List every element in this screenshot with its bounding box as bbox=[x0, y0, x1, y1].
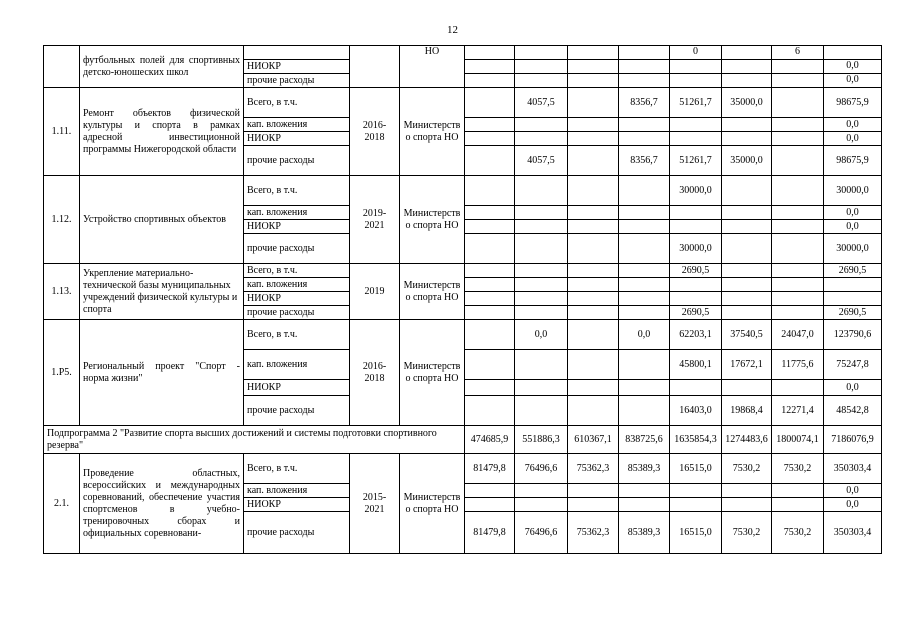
value-cell bbox=[619, 306, 670, 320]
responsible-org: НО bbox=[400, 46, 465, 88]
value-cell bbox=[619, 396, 670, 426]
value-cell: 37540,5 bbox=[722, 320, 772, 350]
expense-type-label: прочие расходы bbox=[244, 396, 350, 426]
value-cell bbox=[772, 88, 824, 118]
value-cell bbox=[670, 380, 722, 396]
value-cell bbox=[465, 320, 515, 350]
value-cell: 2690,5 bbox=[824, 264, 882, 278]
value-cell bbox=[568, 234, 619, 264]
value-cell bbox=[465, 132, 515, 146]
value-cell: 2690,5 bbox=[824, 306, 882, 320]
value-cell: 35000,0 bbox=[722, 146, 772, 176]
value-cell: 76496,6 bbox=[515, 454, 568, 484]
value-cell bbox=[465, 234, 515, 264]
value-cell bbox=[772, 220, 824, 234]
value-cell: 45800,1 bbox=[670, 350, 722, 380]
value-cell bbox=[619, 380, 670, 396]
value-cell bbox=[670, 498, 722, 512]
value-cell: 2690,5 bbox=[670, 306, 722, 320]
value-cell: 30000,0 bbox=[824, 234, 882, 264]
value-cell: 11775,6 bbox=[772, 350, 824, 380]
table-row bbox=[44, 264, 882, 278]
value-cell bbox=[722, 234, 772, 264]
value-cell bbox=[568, 146, 619, 176]
budget-table bbox=[43, 45, 882, 554]
value-cell bbox=[772, 264, 824, 278]
expense-type-label: кап. вложения bbox=[244, 206, 350, 220]
value-cell bbox=[722, 206, 772, 220]
value-cell bbox=[515, 306, 568, 320]
expense-type-label: Всего, в т.ч. bbox=[244, 320, 350, 350]
value-cell: 0,0 bbox=[515, 320, 568, 350]
value-cell bbox=[515, 176, 568, 206]
value-cell bbox=[772, 60, 824, 74]
value-cell bbox=[722, 46, 772, 60]
expense-type-label: НИОКР bbox=[244, 292, 350, 306]
value-cell bbox=[772, 234, 824, 264]
value-cell bbox=[772, 498, 824, 512]
item-number: 1.13. bbox=[44, 264, 80, 320]
item-name: Проведение областных, всероссийских и международных соревнований, обеспечение участия спортсменов в учебно-тренировочных сборах и официальных соревновани- bbox=[80, 454, 244, 554]
value-cell: 0,0 bbox=[824, 60, 882, 74]
value-cell bbox=[515, 498, 568, 512]
value-cell bbox=[772, 306, 824, 320]
value-cell bbox=[465, 264, 515, 278]
expense-type-label: прочие расходы bbox=[244, 146, 350, 176]
value-cell bbox=[568, 292, 619, 306]
value-cell bbox=[568, 88, 619, 118]
value-cell bbox=[515, 396, 568, 426]
value-cell bbox=[515, 220, 568, 234]
expense-type-label: прочие расходы bbox=[244, 74, 350, 88]
value-cell: 350303,4 bbox=[824, 512, 882, 554]
value-cell bbox=[772, 484, 824, 498]
value-cell bbox=[670, 74, 722, 88]
value-cell bbox=[568, 60, 619, 74]
value-cell bbox=[619, 498, 670, 512]
years-period: 2016-2018 bbox=[350, 320, 400, 426]
value-cell: 75362,3 bbox=[568, 454, 619, 484]
value-cell: 6 bbox=[772, 46, 824, 60]
subprogram-value: 1274483,6 bbox=[722, 426, 772, 454]
value-cell bbox=[568, 176, 619, 206]
value-cell bbox=[515, 132, 568, 146]
value-cell: 81479,8 bbox=[465, 454, 515, 484]
value-cell bbox=[568, 74, 619, 88]
expense-type-label: кап. вложения bbox=[244, 118, 350, 132]
value-cell bbox=[670, 118, 722, 132]
item-number bbox=[44, 46, 80, 88]
table-row bbox=[44, 320, 882, 350]
value-cell bbox=[619, 46, 670, 60]
value-cell bbox=[619, 350, 670, 380]
expense-type-label: НИОКР bbox=[244, 498, 350, 512]
value-cell bbox=[465, 484, 515, 498]
value-cell: 16515,0 bbox=[670, 512, 722, 554]
responsible-org: Министерство спорта НО bbox=[400, 88, 465, 176]
value-cell: 12271,4 bbox=[772, 396, 824, 426]
value-cell: 81479,8 bbox=[465, 512, 515, 554]
item-name: Устройство спортивных объектов bbox=[80, 176, 244, 264]
value-cell bbox=[824, 292, 882, 306]
table-row bbox=[44, 454, 882, 484]
value-cell bbox=[772, 132, 824, 146]
value-cell bbox=[772, 146, 824, 176]
value-cell bbox=[515, 206, 568, 220]
value-cell bbox=[772, 118, 824, 132]
item-number: 1.12. bbox=[44, 176, 80, 264]
value-cell: 0,0 bbox=[824, 484, 882, 498]
value-cell bbox=[568, 306, 619, 320]
subprogram-title: Подпрограмма 2 "Развитие спорта высших достижений и системы подготовки спортивного резерва" bbox=[44, 426, 465, 454]
value-cell: 8356,7 bbox=[619, 88, 670, 118]
value-cell: 75247,8 bbox=[824, 350, 882, 380]
item-number: 1.Р5. bbox=[44, 320, 80, 426]
value-cell bbox=[722, 498, 772, 512]
years-period: 2015-2021 bbox=[350, 454, 400, 554]
value-cell bbox=[465, 206, 515, 220]
value-cell bbox=[670, 60, 722, 74]
value-cell bbox=[568, 206, 619, 220]
expense-type-label: НИОКР bbox=[244, 380, 350, 396]
value-cell: 350303,4 bbox=[824, 454, 882, 484]
value-cell bbox=[722, 380, 772, 396]
value-cell: 62203,1 bbox=[670, 320, 722, 350]
value-cell bbox=[619, 264, 670, 278]
value-cell bbox=[568, 350, 619, 380]
value-cell bbox=[568, 320, 619, 350]
value-cell bbox=[568, 380, 619, 396]
value-cell: 0,0 bbox=[824, 118, 882, 132]
value-cell bbox=[568, 278, 619, 292]
value-cell bbox=[670, 220, 722, 234]
expense-type-label: прочие расходы bbox=[244, 512, 350, 554]
budget-table-container bbox=[43, 45, 881, 554]
value-cell bbox=[619, 206, 670, 220]
value-cell bbox=[568, 396, 619, 426]
expense-type-label: Всего, в т.ч. bbox=[244, 176, 350, 206]
value-cell: 2690,5 bbox=[670, 264, 722, 278]
value-cell: 123790,6 bbox=[824, 320, 882, 350]
value-cell bbox=[619, 74, 670, 88]
value-cell bbox=[568, 484, 619, 498]
value-cell bbox=[772, 74, 824, 88]
value-cell: 98675,9 bbox=[824, 146, 882, 176]
value-cell bbox=[568, 498, 619, 512]
table-row bbox=[44, 46, 882, 60]
value-cell bbox=[722, 220, 772, 234]
expense-type-label: кап. вложения bbox=[244, 484, 350, 498]
item-name: Региональный проект "Спорт - норма жизни" bbox=[80, 320, 244, 426]
expense-type-label: прочие расходы bbox=[244, 306, 350, 320]
table-body bbox=[44, 46, 882, 554]
responsible-org: Министерство спорта НО bbox=[400, 176, 465, 264]
subprogram-value: 551886,3 bbox=[515, 426, 568, 454]
item-name: Укрепление материально-технической базы муниципальных учреждений физической культуры и спорта bbox=[80, 264, 244, 320]
value-cell: 0,0 bbox=[824, 132, 882, 146]
years-period: 2016-2018 bbox=[350, 88, 400, 176]
subprogram-value: 610367,1 bbox=[568, 426, 619, 454]
value-cell bbox=[670, 206, 722, 220]
responsible-org: Министерство спорта НО bbox=[400, 264, 465, 320]
subprogram-value: 7186076,9 bbox=[824, 426, 882, 454]
value-cell bbox=[772, 380, 824, 396]
years-period: 2019-2021 bbox=[350, 176, 400, 264]
value-cell bbox=[619, 484, 670, 498]
expense-type-label: кап. вложения bbox=[244, 350, 350, 380]
value-cell: 0 bbox=[670, 46, 722, 60]
value-cell bbox=[722, 132, 772, 146]
subprogram-value: 1800074,1 bbox=[772, 426, 824, 454]
value-cell bbox=[619, 60, 670, 74]
value-cell bbox=[515, 380, 568, 396]
value-cell: 16515,0 bbox=[670, 454, 722, 484]
expense-type-label: НИОКР bbox=[244, 132, 350, 146]
value-cell bbox=[515, 264, 568, 278]
value-cell bbox=[824, 46, 882, 60]
value-cell bbox=[722, 60, 772, 74]
value-cell bbox=[515, 118, 568, 132]
value-cell bbox=[465, 146, 515, 176]
value-cell bbox=[465, 220, 515, 234]
value-cell: 51261,7 bbox=[670, 88, 722, 118]
value-cell: 30000,0 bbox=[670, 234, 722, 264]
value-cell bbox=[568, 46, 619, 60]
subprogram-row bbox=[44, 426, 882, 454]
value-cell bbox=[772, 278, 824, 292]
value-cell bbox=[568, 220, 619, 234]
page-number: 12 bbox=[447, 24, 458, 36]
value-cell bbox=[465, 118, 515, 132]
value-cell: 8356,7 bbox=[619, 146, 670, 176]
value-cell: 0,0 bbox=[824, 380, 882, 396]
value-cell: 51261,7 bbox=[670, 146, 722, 176]
value-cell: 0,0 bbox=[824, 74, 882, 88]
value-cell bbox=[465, 350, 515, 380]
responsible-org: Министерство спорта НО bbox=[400, 454, 465, 554]
value-cell bbox=[670, 292, 722, 306]
value-cell bbox=[465, 60, 515, 74]
value-cell bbox=[670, 484, 722, 498]
value-cell: 4057,5 bbox=[515, 146, 568, 176]
value-cell: 7530,2 bbox=[722, 454, 772, 484]
value-cell bbox=[772, 206, 824, 220]
value-cell bbox=[515, 74, 568, 88]
value-cell bbox=[772, 292, 824, 306]
item-name: футбольных полей для спортивных детско-юношеских школ bbox=[80, 46, 244, 88]
value-cell: 30000,0 bbox=[670, 176, 722, 206]
value-cell bbox=[619, 176, 670, 206]
value-cell bbox=[515, 60, 568, 74]
value-cell bbox=[568, 264, 619, 278]
value-cell: 24047,0 bbox=[772, 320, 824, 350]
value-cell bbox=[722, 484, 772, 498]
value-cell: 7530,2 bbox=[772, 512, 824, 554]
value-cell bbox=[465, 88, 515, 118]
subprogram-value: 838725,6 bbox=[619, 426, 670, 454]
value-cell bbox=[465, 380, 515, 396]
value-cell: 0,0 bbox=[824, 498, 882, 512]
value-cell: 0,0 bbox=[824, 206, 882, 220]
table-row bbox=[44, 88, 882, 118]
value-cell bbox=[619, 278, 670, 292]
value-cell bbox=[619, 132, 670, 146]
item-number: 1.11. bbox=[44, 88, 80, 176]
value-cell bbox=[722, 278, 772, 292]
expense-type-label: НИОКР bbox=[244, 220, 350, 234]
value-cell bbox=[465, 292, 515, 306]
value-cell: 17672,1 bbox=[722, 350, 772, 380]
expense-type-label: Всего, в т.ч. bbox=[244, 264, 350, 278]
value-cell: 16403,0 bbox=[670, 396, 722, 426]
value-cell bbox=[465, 498, 515, 512]
value-cell bbox=[568, 118, 619, 132]
value-cell: 75362,3 bbox=[568, 512, 619, 554]
value-cell: 30000,0 bbox=[824, 176, 882, 206]
value-cell bbox=[722, 74, 772, 88]
value-cell: 35000,0 bbox=[722, 88, 772, 118]
item-number: 2.1. bbox=[44, 454, 80, 554]
value-cell bbox=[619, 292, 670, 306]
expense-type-label bbox=[244, 46, 350, 60]
value-cell bbox=[722, 176, 772, 206]
subprogram-value: 474685,9 bbox=[465, 426, 515, 454]
value-cell bbox=[465, 46, 515, 60]
value-cell: 48542,8 bbox=[824, 396, 882, 426]
value-cell bbox=[465, 176, 515, 206]
expense-type-label: прочие расходы bbox=[244, 234, 350, 264]
value-cell bbox=[515, 350, 568, 380]
value-cell bbox=[465, 396, 515, 426]
value-cell: 98675,9 bbox=[824, 88, 882, 118]
years-period bbox=[350, 46, 400, 88]
expense-type-label: Всего, в т.ч. bbox=[244, 454, 350, 484]
value-cell bbox=[465, 278, 515, 292]
table-row bbox=[44, 176, 882, 206]
expense-type-label: НИОКР bbox=[244, 60, 350, 74]
value-cell bbox=[515, 278, 568, 292]
subprogram-value: 1635854,3 bbox=[670, 426, 722, 454]
value-cell bbox=[619, 234, 670, 264]
value-cell bbox=[515, 234, 568, 264]
expense-type-label: Всего, в т.ч. bbox=[244, 88, 350, 118]
value-cell bbox=[619, 220, 670, 234]
value-cell bbox=[515, 292, 568, 306]
value-cell: 7530,2 bbox=[772, 454, 824, 484]
expense-type-label: кап. вложения bbox=[244, 278, 350, 292]
value-cell bbox=[670, 278, 722, 292]
value-cell bbox=[670, 132, 722, 146]
value-cell bbox=[515, 46, 568, 60]
value-cell: 0,0 bbox=[619, 320, 670, 350]
value-cell: 7530,2 bbox=[722, 512, 772, 554]
value-cell bbox=[722, 264, 772, 278]
value-cell: 85389,3 bbox=[619, 454, 670, 484]
item-name: Ремонт объектов физической культуры и спорта в рамках адресной инвестиционной программы Нижегородской области bbox=[80, 88, 244, 176]
years-period: 2019 bbox=[350, 264, 400, 320]
value-cell bbox=[722, 118, 772, 132]
value-cell bbox=[465, 74, 515, 88]
value-cell bbox=[722, 292, 772, 306]
value-cell bbox=[824, 278, 882, 292]
value-cell bbox=[772, 176, 824, 206]
value-cell: 4057,5 bbox=[515, 88, 568, 118]
value-cell bbox=[619, 118, 670, 132]
value-cell: 76496,6 bbox=[515, 512, 568, 554]
value-cell: 85389,3 bbox=[619, 512, 670, 554]
value-cell bbox=[568, 132, 619, 146]
value-cell bbox=[515, 484, 568, 498]
value-cell: 19868,4 bbox=[722, 396, 772, 426]
value-cell bbox=[465, 306, 515, 320]
value-cell: 0,0 bbox=[824, 220, 882, 234]
value-cell bbox=[722, 306, 772, 320]
responsible-org: Министерство спорта НО bbox=[400, 320, 465, 426]
